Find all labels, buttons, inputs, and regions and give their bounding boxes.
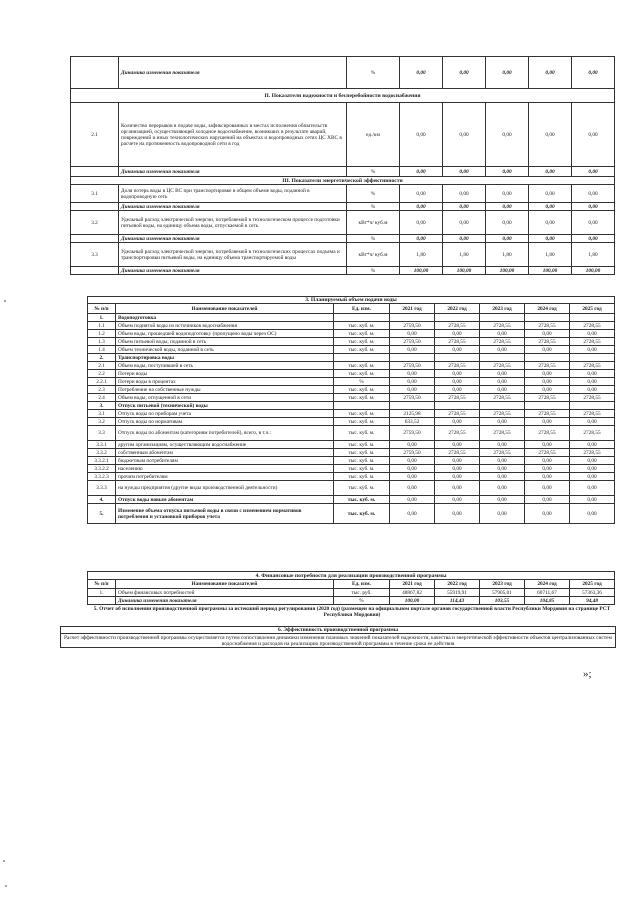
cell-num: 5. [88,504,116,524]
cell-value [525,402,570,410]
cell-value: 0,00 [525,346,570,354]
indicator-row: 3.3 Удельный расход электрической энергии, потребляемой в технологических процессах подъема и транспортировки питьевой воды, на единицу объема транспортируемой воды кВт*ч/ куб.м 1,80 1,80 1,80 1,80 1,80 [71,243,615,267]
cell-value: 2728,55 [435,449,480,457]
cell-value: 2728,55 [570,426,615,441]
cell-value [570,314,615,322]
cell-value: 0,00 [570,370,615,378]
table-row [88,457,615,465]
cell-unit: тыс. куб. м. [334,418,390,426]
cell-value: 0,00 [390,473,435,481]
table-row [88,314,615,322]
table-row [88,386,615,394]
cell-value: 0,00 [435,496,480,504]
table-row [88,426,615,441]
cell-value: 0,00 [480,330,525,338]
table-row [88,496,615,504]
cell-value: 0,00 [570,504,615,524]
cell-value [480,354,525,362]
cell-unit: тыс. куб. м. [334,496,390,504]
cell-num: 3.3.2 [88,449,116,457]
table-header: № п/п Наименование показателей Ед. изм. 2021 год 2022 год 2023 год 2024 год 2025 год [88,580,615,589]
table-row [88,346,615,354]
cell-num: 3.3 [88,426,116,441]
table-row [88,441,615,449]
cell-value: 2728,55 [435,322,480,330]
cell-value: 0,00 [390,441,435,449]
cell-value: 0,00 [435,370,480,378]
cell-unit: тыс. куб. м. [334,394,390,402]
section-title: II. Показатели надежности и бесперебойности водоснабжения [71,89,615,103]
cell-value: 0,00 [570,418,615,426]
cell-value: 0,00 [390,386,435,394]
cell-name: Объем поднятой воды из источников водоснабжения [116,322,334,330]
cell-name: Объем воды, поступившей в сеть [116,362,334,370]
table-row: Динамика изменения показателя % 100,00 114,43 103,55 104,85 94,48 [88,597,615,605]
water-supply-table [87,296,615,524]
cell-value: 0,00 [570,465,615,473]
cell-value: 0,00 [435,504,480,524]
cell-num: 2.1 [88,362,116,370]
cell-value: 0,00 [480,481,525,496]
cell-value: 2728,55 [570,362,615,370]
cell-value: 2728,55 [480,394,525,402]
cell-value [525,354,570,362]
table-row [88,394,615,402]
cell-value: 2728,55 [480,338,525,346]
cell-value: 2728,55 [570,338,615,346]
cell-value: 2759,50 [390,426,435,441]
cell-value: 2728,55 [570,322,615,330]
cell-value: 2728,55 [480,449,525,457]
cell-value: 0,00 [480,370,525,378]
cell-num: 1.2 [88,330,116,338]
cell-value: 0,00 [435,330,480,338]
indicator-row: Динамика изменения показателя % 100,00 100,00 100,00 100,00 100,00 [71,267,615,275]
efficiency-text: Расчет эффективности производственной программы осуществляется путем сопоставления динамики изменения плановых значений показателей надежности, качества и энергетической эффективности объектов централизованных систем водоснабжения и расходов на реализацию производственной программы в течение срока ее действия [60,633,616,648]
cell-value: 0,00 [390,496,435,504]
cell-value: 2728,55 [525,362,570,370]
table-row [88,449,615,457]
cell-value: 0,00 [480,386,525,394]
cell-num: 3.3.2.2 [88,465,116,473]
cell-name: на нужды предприятия (другие виды производственной деятельности) [116,481,334,496]
table-row [88,322,615,330]
cell-value: 0,00 [525,418,570,426]
cell-value [480,402,525,410]
table-row [88,338,615,346]
cell-value: 0,00 [570,378,615,386]
cell-value: 0,00 [435,457,480,465]
cell-name: Объем воды, отпущенной в сети [116,394,334,402]
cell-value [390,314,435,322]
cell-unit: тыс. куб. м. [334,330,390,338]
cell-value: 0,00 [480,473,525,481]
cell-num: 2. [88,354,116,362]
table-header: № п/п Наименование показателей Ед. изм. 2021 год 2022 год 2023 год 2024 год 2025 год [88,304,615,314]
cell-num: 3.3.2.1 [88,457,116,465]
cell-value: 0,00 [390,457,435,465]
cell-value: 0,00 [390,330,435,338]
cell-name: Потери воды [116,370,334,378]
cell-value: 0,00 [435,465,480,473]
cell-value: 0,00 [570,496,615,504]
cell-value: 2728,55 [570,449,615,457]
cell-value: 0,00 [480,346,525,354]
indicator-row: Динамика изменения показателя % 0,00 0,00 0,00 0,00 0,00 [71,57,615,89]
cell-num: 2.2.1 [88,378,116,386]
cell-unit: тыс. куб. м. [334,370,390,378]
cell-name: населению [116,465,334,473]
cell-num: 3.3.2.3 [88,473,116,481]
cell-name: Потребление на собственные нужды [116,386,334,394]
section-title: III. Показатели энергетической эффективности [71,177,615,185]
cell-value: 0,00 [570,457,615,465]
cell-value: 0,00 [390,370,435,378]
cell-value: 0,00 [525,465,570,473]
cell-value: 0,00 [525,481,570,496]
cell-unit: тыс. куб. м. [334,441,390,449]
cell-value: 0,00 [480,465,525,473]
cell-value: 0,00 [525,496,570,504]
indicator-row: 2.1 Количество перерывов в подаче воды, зафиксированных в местах исполнения обязательств организацией, осуществляющей холодное водоснабжение, возникших в результате аварий, повреждений и иных технологических нарушений на объектах и водопроводных сетях ЦС ХВС в расчете на протяженность водопроводной сети в год ед./км 0,00 0,00 0,00 0,00 0,00 [71,103,615,167]
table-row [88,473,615,481]
cell-value: 2728,55 [525,394,570,402]
cell-num: 2.3 [88,386,116,394]
cell-unit: тыс. куб. м. [334,473,390,481]
indicators-table [70,56,615,275]
cell-value: 0,00 [525,330,570,338]
cell-num: 3. [88,402,116,410]
cell-num: 3.1 [88,410,116,418]
cell-name: Водоподготовка [116,314,334,322]
cell-name: Отпуск воды новым абонентам [116,496,334,504]
cell-unit: % [334,378,390,386]
cell-value: 0,00 [480,378,525,386]
cell-num: 3.3.1 [88,441,116,449]
indicator-row: 3.1 Доля потерь воды в ЦС ВС при транспортировке в общем объеме воды, поданной в водопроводную сеть % 0,00 0,00 0,00 0,00 0,00 [71,185,615,203]
scan-speck [5,885,7,887]
cell-value: 2728,55 [480,410,525,418]
cell-unit: тыс. куб. м. [334,322,390,330]
cell-value [435,354,480,362]
table-row [88,330,615,338]
cell-num: 1.1 [88,322,116,330]
cell-num: 2.4 [88,394,116,402]
cell-unit: тыс. куб. м. [334,346,390,354]
efficiency-title: 6. Эффективность производственной программы [60,626,616,633]
indicator-row: Динамика изменения показателя % 0,00 0,00 0,00 0,00 0,00 [71,167,615,177]
cell-value: 0,00 [525,473,570,481]
cell-name: Объем технической воды, поданной в сеть [116,346,334,354]
cell-num: 2.2 [88,370,116,378]
cell-num: 1.3 [88,338,116,346]
cell-value: 0,00 [480,441,525,449]
cell-unit: тыс. куб. м. [334,465,390,473]
cell-value: 0,00 [525,457,570,465]
cell-value: 2728,55 [435,362,480,370]
cell-value: 0,00 [570,330,615,338]
cell-unit [334,402,390,410]
cell-name: Отпуск воды по нормативам [116,418,334,426]
cell-unit: тыс. куб. м. [334,386,390,394]
cell-unit: тыс. куб. м. [334,426,390,441]
cell-unit: тыс. куб. м. [334,338,390,346]
cell-value: 0,00 [435,473,480,481]
cell-value: 0,00 [480,496,525,504]
cell-value [570,354,615,362]
cell-unit: тыс. куб. м. [334,449,390,457]
cell-name: собственным абонентам [116,449,334,457]
water-supply-rows [88,314,615,524]
cell-value: 0,00 [525,386,570,394]
dynamics-label: Динамика изменения показателя [119,57,347,89]
cell-value [525,314,570,322]
cell-value: 2728,55 [435,338,480,346]
table-row [88,504,615,524]
cell-value: 0,00 [390,504,435,524]
cell-value [390,402,435,410]
cell-value: 2728,55 [525,322,570,330]
report-note: 5. Отчет об исполнении производственной программы за истекший период регулирования (2020 год) (размещен на официальном портале органов государственной власти Республики Мордовия на странице РСТ Республики Мордовия) [93,606,611,619]
indicator-row: Динамика изменения показателя % 0,00 0,00 0,00 0,00 0,00 [71,235,615,243]
cell-value: 0,00 [435,386,480,394]
cell-value: 0,00 [570,346,615,354]
table-row [88,378,615,386]
cell-name: Отпуск воды по абонентам (категориям потребителей), всего, в т.ч.: [116,426,334,441]
cell-name: Отпуск воды по приборам учета [116,410,334,418]
cell-value: 633,52 [390,418,435,426]
cell-value: 2125,98 [390,410,435,418]
cell-num: 3.2 [88,418,116,426]
table-row [88,481,615,496]
cell-value: 0,00 [525,370,570,378]
cell-name: Изменение объема отпуска питьевой воды в связи с изменением нормативов потребления и установкой приборов учета [116,504,334,524]
cell-num: 1. [88,314,116,322]
table-row [88,354,615,362]
cell-value: 0,00 [435,346,480,354]
cell-value: 0,00 [525,378,570,386]
cell-value: 2759,50 [390,394,435,402]
cell-value: 0,00 [435,441,480,449]
cell-value: 0,00 [570,441,615,449]
cell-unit: тыс. куб. м. [334,457,390,465]
cell-unit [334,354,390,362]
cell-value: 0,00 [390,378,435,386]
table-row [88,370,615,378]
cell-unit [334,314,390,322]
cell-value: 0,00 [525,441,570,449]
cell-value: 0,00 [435,481,480,496]
cell-name: Объем питьевой воды, поданной в сеть [116,338,334,346]
cell-value: 0,00 [480,418,525,426]
cell-value [390,354,435,362]
cell-value: 2759,50 [390,338,435,346]
cell-name: Отпуск питьевой (технической) воды [116,402,334,410]
cell-value: 0,00 [570,481,615,496]
indicator-row: 3.2 Удельный расход электрической энергии, потребляемой в технологическом процессе подготовки питьевой воды, на единицу объема воды, отпускаемой в сеть кВт*ч/ куб.м 0,00 0,00 0,00 0,00 0,00 [71,211,615,235]
closing-mark: »; [583,668,592,680]
cell-value: 2728,55 [480,426,525,441]
cell-value: 2728,55 [570,394,615,402]
table-row [88,465,615,473]
cell-value [570,402,615,410]
cell-value: 0,00 [435,418,480,426]
cell-value: 0,00 [390,465,435,473]
scan-speck [3,860,5,862]
cell-unit: тыс. куб. м. [334,504,390,524]
cell-value: 2759,50 [390,449,435,457]
cell-value: 0,00 [480,504,525,524]
section-title: 4. Финансовые потребности для реализации производственной программы [88,572,615,580]
scan-speck [4,300,6,302]
cell-value: 2728,55 [480,322,525,330]
cell-value: 2728,55 [435,410,480,418]
cell-value [435,402,480,410]
section-title: 3. Планируемый объем подачи воды [88,297,615,304]
cell-value [435,314,480,322]
table-row [88,402,615,410]
indicator-name: Количество перерывов в подаче воды, зафиксированных в местах исполнения обязательств организацией, осуществляющей холодное водоснабжение, возникших в результате аварий, повреждений и иных технологических нарушений на объектах и водопроводных сетях ЦС ХВС в расчете на протяженность водопроводной сети в год [119,103,347,167]
cell-num: 1.4 [88,346,116,354]
cell-value: 2728,55 [435,394,480,402]
table-row [88,418,615,426]
cell-value: 2728,55 [525,338,570,346]
cell-unit: тыс. куб. м. [334,481,390,496]
cell-name: прочим потребителям [116,473,334,481]
table-row: 1. Объем финансовых потребностей тыс. руб. 48867,82 55919,91 57905,01 60711,67 57363,36 [88,589,615,597]
cell-unit: тыс. куб. м. [334,362,390,370]
cell-num: 4. [88,496,116,504]
cell-value: 2728,55 [525,410,570,418]
financial-table [87,571,615,605]
cell-value: 2759,50 [390,322,435,330]
cell-value: 0,00 [435,378,480,386]
cell-unit: тыс. куб. м. [334,410,390,418]
cell-name: бюджетным потребителям [116,457,334,465]
cell-name: другим организациям, осуществляющим водоснабжение [116,441,334,449]
cell-value: 2759,50 [390,362,435,370]
cell-name: Потери воды в процентах [116,378,334,386]
table-row [88,410,615,418]
cell-value: 0,00 [390,346,435,354]
cell-value: 2728,55 [435,426,480,441]
cell-name: Объем воды, прошедшей водоподготовку (пропущено воды через ОС) [116,330,334,338]
cell-value: 2728,55 [525,426,570,441]
cell-value: 0,00 [390,481,435,496]
cell-value: 0,00 [480,457,525,465]
cell-value [480,314,525,322]
cell-value: 0,00 [570,473,615,481]
cell-value: 0,00 [570,386,615,394]
cell-name: Транспортировка воды [116,354,334,362]
cell-value: 0,00 [525,504,570,524]
table-row [88,362,615,370]
cell-value: 2728,55 [480,362,525,370]
cell-num: 3.3.3 [88,481,116,496]
cell-value: 2728,55 [570,410,615,418]
indicator-row: Динамика изменения показателя % 0,00 0,00 0,00 0,00 0,00 [71,203,615,211]
cell-value: 2728,55 [525,449,570,457]
